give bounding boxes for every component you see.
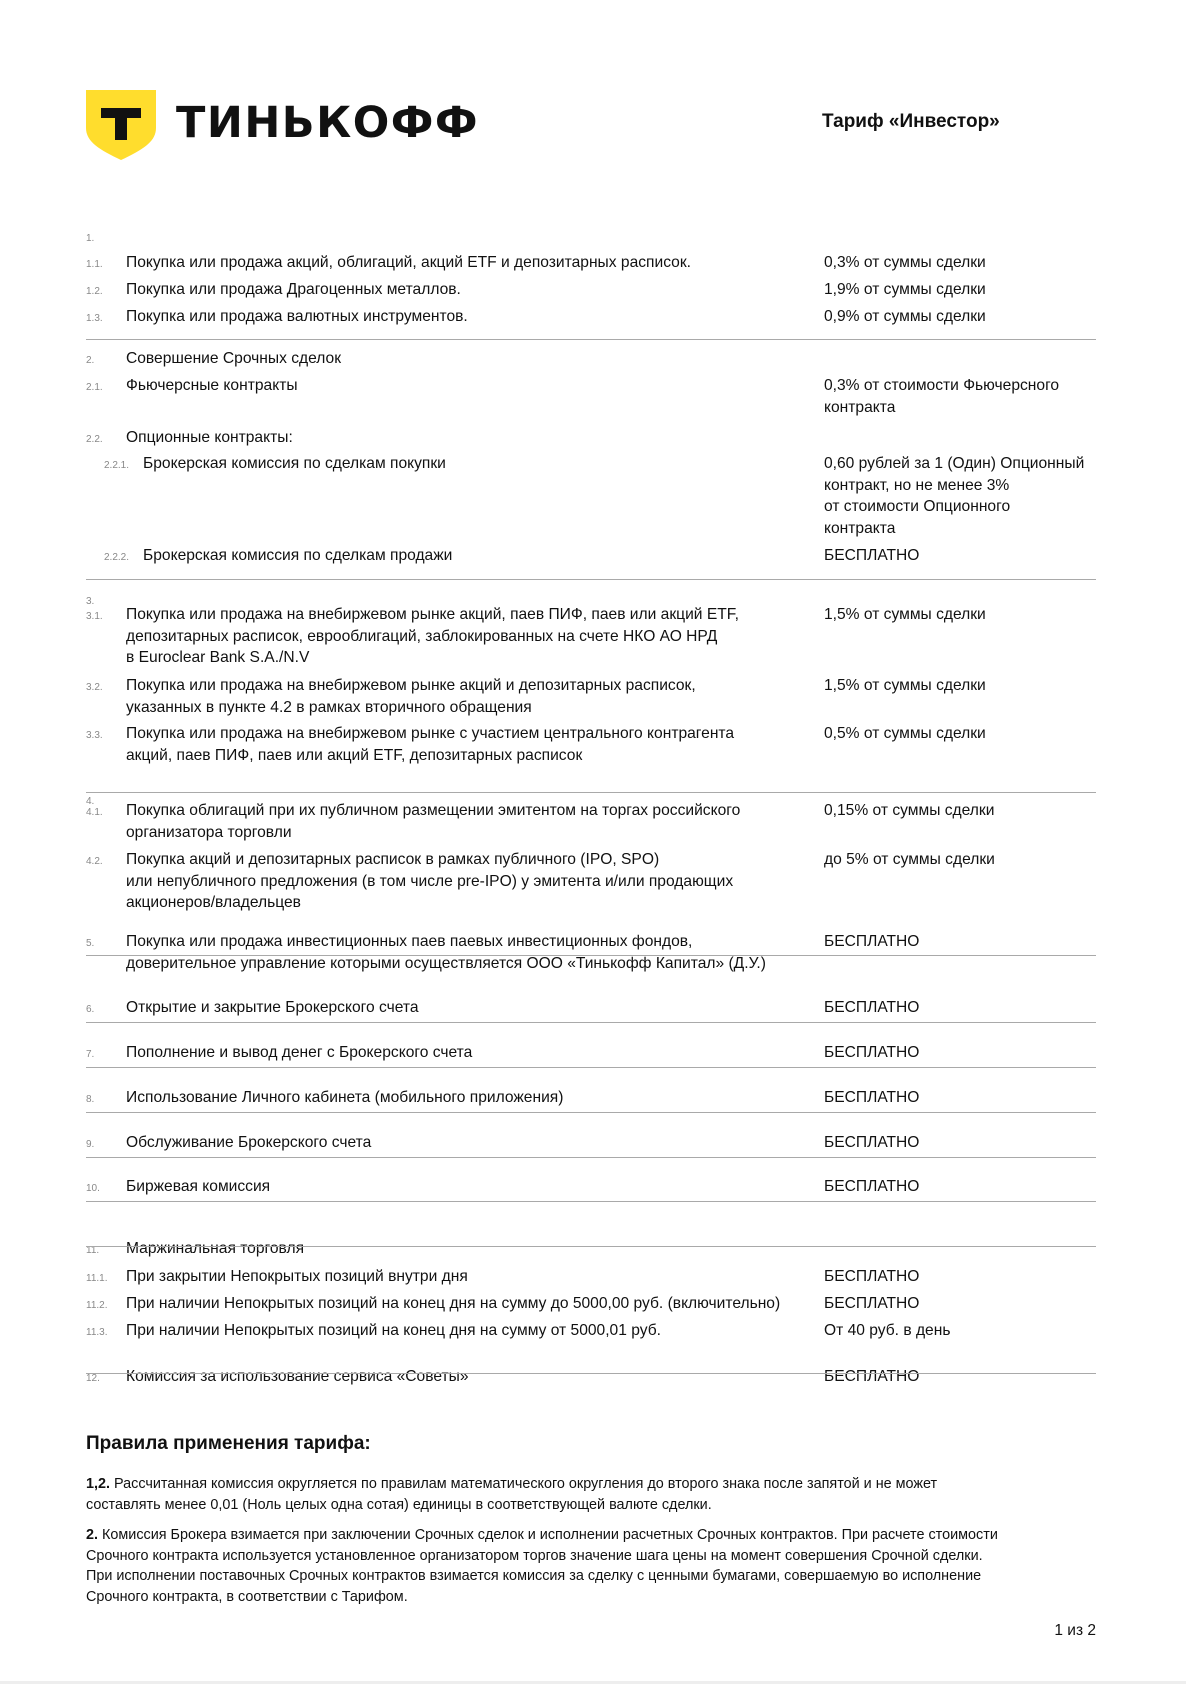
page-number: 1 из 2 [1054, 1622, 1096, 1639]
row-description: акций, паев ПИФ, паев или акций ETF, депозитарных расписок [126, 746, 583, 764]
row-value: 0,60 рублей за 1 (Один) Опционный [824, 455, 1085, 472]
row-separator [86, 1022, 1096, 1023]
row-number: 3.3. [86, 730, 103, 741]
row-description: При наличии Непокрытых позиций на конец дня на сумму до 5000,00 руб. (включительно) [126, 1295, 781, 1312]
row-value: БЕСПЛАТНО [824, 1134, 920, 1151]
row-number: 6. [86, 1004, 95, 1015]
row-value: 1,5% от суммы сделки [824, 606, 986, 623]
row-number: 1.2. [86, 286, 103, 297]
row-description: Брокерская комиссия по сделкам покупки [143, 455, 446, 472]
rule-note-text: Рассчитанная комиссия округляется по правилам математического округления до второго знака после запятой и не может [110, 1476, 938, 1492]
row-number: 4.2. [86, 856, 103, 867]
row-value: БЕСПЛАТНО [824, 547, 920, 564]
row-value: БЕСПЛАТНО [824, 1295, 920, 1312]
row-separator [86, 339, 1096, 340]
row-description: организатора торговли [126, 823, 292, 841]
row-value: БЕСПЛАТНО [824, 1368, 920, 1385]
row-value: 0,3% от суммы сделки [824, 254, 986, 271]
row-description: Брокерская комиссия по сделкам продажи [143, 547, 453, 564]
row-value: БЕСПЛАТНО [824, 999, 920, 1016]
row-description: указанных в пункте 4.2 в рамках вторичного обращения [126, 698, 532, 716]
row-description: депозитарных расписок, еврооблигаций, заблокированных на счете НКО АО НРД [126, 627, 718, 645]
row-number: 11. [86, 1245, 100, 1256]
rule-note-number: 1,2. [86, 1476, 111, 1492]
row-number: 7. [86, 1049, 95, 1060]
rule-note-line [86, 1474, 1096, 1495]
row-value: БЕСПЛАТНО [824, 1044, 920, 1061]
row-number: 8. [86, 1094, 95, 1105]
row-value: БЕСПЛАТНО [824, 1178, 920, 1195]
row-description: в Euroclear Bank S.A./N.V [126, 649, 310, 666]
row-number: 11.2. [86, 1300, 108, 1311]
row-value: БЕСПЛАТНО [824, 1268, 920, 1285]
row-description: Покупка или продажа акций, облигаций, акций ETF и депозитарных расписок. [126, 254, 691, 271]
row-description: Покупка или продажа на внебиржевом рынке акций, паев ПИФ, паев или акций ETF, [126, 606, 739, 623]
row-number: 12. [86, 1373, 100, 1384]
row-value: 0,9% от суммы сделки [824, 308, 986, 325]
row-description: доверительное управление которыми осуществляется ООО «Тинькофф Капитал» (Д.У.) [126, 954, 766, 972]
row-value: от стоимости Опционного [824, 498, 1011, 515]
rule-note-line [86, 1495, 1096, 1516]
tariff-title: Тариф «Инвестор» [822, 111, 1000, 132]
row-value: 0,5% от суммы сделки [824, 725, 986, 742]
row-description: Покупка или продажа на внебиржевом рынке акций и депозитарных расписок, [126, 677, 696, 694]
row-description: Покупка акций и депозитарных расписок в рамках публичного (IPO, SPO) [126, 851, 660, 868]
row-value: контракт, но не менее 3% [824, 476, 1010, 494]
row-separator [86, 579, 1096, 580]
tinkoff-logo [86, 90, 479, 160]
rule-note-text: Комиссия Брокера взимается при заключении Срочных сделок и исполнении расчетных Срочных контрактов. При расчете стоимости [98, 1527, 998, 1543]
row-description: Биржевая комиссия [126, 1178, 271, 1195]
rule-note-text: составлять менее 0,01 (Ноль целых одна сотая) единицы в соответствующей валюте сделки. [86, 1496, 712, 1513]
row-description: При наличии Непокрытых позиций на конец дня на сумму от 5000,01 руб. [126, 1322, 661, 1339]
row-separator [86, 1201, 1096, 1202]
row-separator [86, 1112, 1096, 1113]
rule-note-text: Срочного контракта используется установленное организатором торгов значение шага цены на момент совершения Срочной сделки. [86, 1547, 983, 1564]
row-separator [86, 1157, 1096, 1158]
row-description: При закрытии Непокрытых позиций внутри дня [126, 1268, 468, 1285]
row-value: БЕСПЛАТНО [824, 933, 920, 950]
rule-note-text: При исполнении поставочных Срочных контрактов взимается комиссия за сделку с ценными бумагами, совершаемую во исполнение [86, 1568, 982, 1584]
row-number: 2.2.2. [104, 552, 130, 563]
row-description: Пополнение и вывод денег с Брокерского счета [126, 1044, 473, 1061]
row-description: Фьючерсные контракты [126, 377, 298, 394]
row-description: Обслуживание Брокерского счета [126, 1134, 372, 1151]
row-number: 1. [86, 233, 95, 244]
row-description: Комиссия за использование сервиса «Советы» [126, 1368, 469, 1385]
rule-note-number: 2. [86, 1527, 99, 1543]
row-number: 3. [86, 596, 95, 607]
row-number: 2. [86, 355, 95, 366]
row-description: акционеров/владельцев [126, 894, 301, 911]
row-description: Покупка или продажа валютных инструментов. [126, 308, 468, 325]
row-description: Маржинальная торговля [126, 1240, 305, 1257]
row-value: контракта [824, 519, 896, 537]
row-separator [86, 1373, 1096, 1374]
row-number: 4.1. [86, 807, 103, 818]
brand-name: ТИНЬКОФФ [176, 97, 480, 148]
rule-note-line [86, 1566, 1096, 1587]
row-description: Покупка или продажа на внебиржевом рынке с участием центрального контрагента [126, 725, 735, 742]
row-description: Открытие и закрытие Брокерского счета [126, 999, 419, 1016]
row-description: Покупка или продажа Драгоценных металлов. [126, 281, 461, 298]
row-number: 11.3. [86, 1327, 108, 1338]
row-number: 4. [86, 796, 95, 807]
row-separator [86, 1067, 1096, 1068]
row-value: до 5% от суммы сделки [824, 851, 995, 868]
row-number: 10. [86, 1183, 100, 1194]
row-value: От 40 руб. в день [824, 1322, 951, 1339]
tinkoff-shield-icon [86, 90, 156, 160]
row-number: 9. [86, 1139, 95, 1150]
row-number: 3.1. [86, 611, 103, 622]
row-value: 1,9% от суммы сделки [824, 281, 986, 298]
row-description: Опционные контракты: [126, 429, 293, 446]
row-number: 2.2.1. [104, 460, 130, 471]
row-value: контракта [824, 398, 896, 416]
row-number: 1.3. [86, 313, 103, 324]
row-number: 1.1. [86, 259, 103, 270]
row-number: 2.2. [86, 434, 103, 445]
rules-title: Правила применения тарифа: [86, 1433, 371, 1454]
row-description: или непубличного предложения (в том числе pre-IPO) у эмитента и/или продающих [126, 872, 734, 890]
row-value: 1,5% от суммы сделки [824, 677, 986, 694]
rule-note-line [86, 1546, 1096, 1567]
row-value: 0,3% от стоимости Фьючерсного [824, 377, 1060, 394]
row-description: Совершение Срочных сделок [126, 350, 342, 367]
rule-note-line [86, 1587, 1096, 1608]
row-separator [86, 955, 1096, 956]
row-number: 2.1. [86, 382, 103, 393]
row-number: 5. [86, 938, 95, 949]
row-separator [86, 792, 1096, 793]
row-description: Покупка или продажа инвестиционных паев паевых инвестиционных фондов, [126, 933, 693, 950]
row-value: БЕСПЛАТНО [824, 1089, 920, 1106]
row-separator [86, 1246, 1096, 1247]
rule-note-text: Срочного контракта, в соответствии с Тарифом. [86, 1588, 408, 1605]
row-number: 11.1. [86, 1273, 108, 1284]
row-description: Использование Личного кабинета (мобильного приложения) [126, 1089, 564, 1106]
row-description: Покупка облигаций при их публичном размещении эмитентом на торгах российского [126, 802, 741, 819]
row-value: 0,15% от суммы сделки [824, 802, 995, 819]
row-number: 3.2. [86, 682, 103, 693]
rule-note-line [86, 1525, 1096, 1546]
